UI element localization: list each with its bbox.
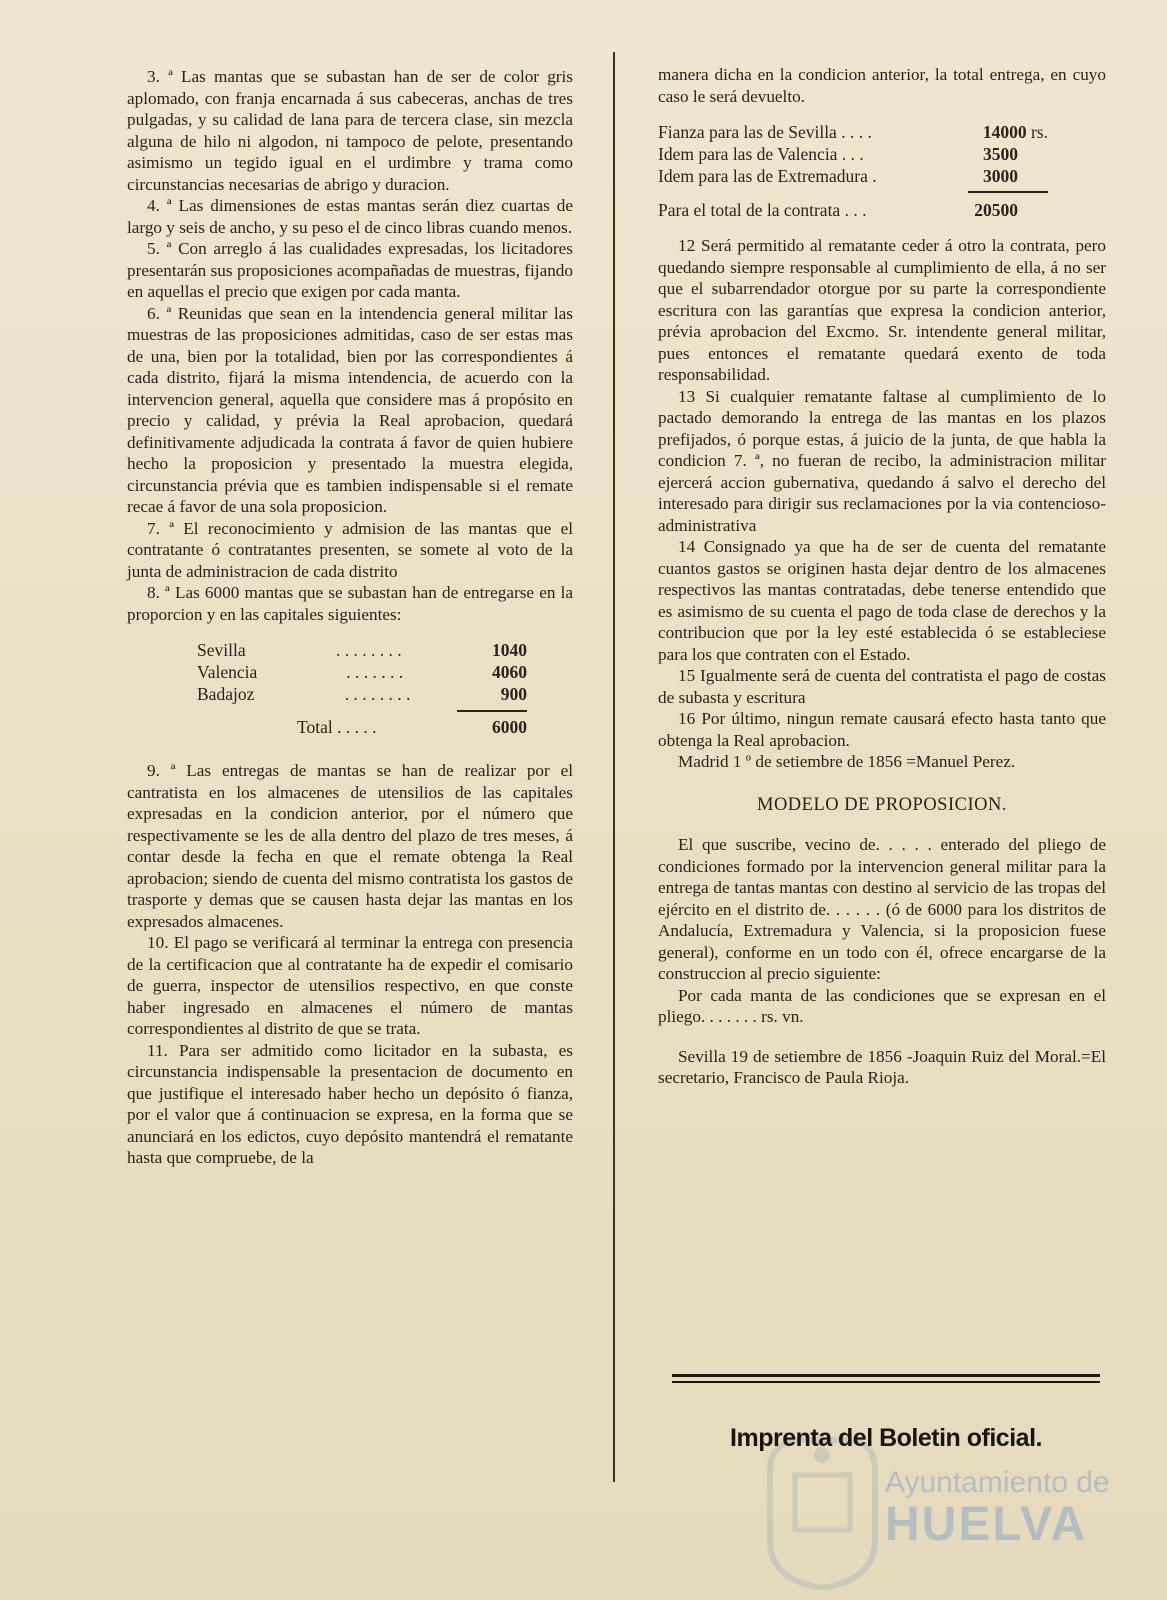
total-rule (457, 710, 527, 712)
deposit-value: 3500 (983, 144, 1018, 164)
location-value: 1040 (491, 640, 527, 660)
deposit-label: Idem para las de Extremadura (658, 166, 868, 186)
deposit-row: Idem para las de Valencia . . . 3500 (658, 144, 1018, 164)
deposit-row: Fianza para las de Sevilla . . . . 14000 rs. (658, 122, 1048, 142)
deposit-total: Para el total de la contrata . . . 20500 (658, 200, 1018, 220)
model-title: MODELO DE PROPOSICION. (757, 794, 1007, 815)
total-value: 6000 (492, 717, 527, 737)
condition-11: 11. Para ser admitido como licitador en la subasta, es circunstancia indispensable la presentacion de documento en que justifique el interesado haber hecho un depósito ó fianza, por el valor que á continuacion se expresa, en la forma que se anunciará en los edictos, cuyo depósito mantendrá el rematante hasta que compruebe, de la (127, 1040, 573, 1167)
condition-13: 13 Si cualquier rematante faltase al cumplimiento de lo pactado demorando la entrega de las mantas en los plazos prefijados, ó porque estas, á juicio de la junta, de que habla la condicion 7. ª, no fueran de recibo, la administracion militar ejercerá accion gubernativa, quedando á salvo el derecho del interesado para dirigir sus reclamaciones por la via contencioso-administrativa (658, 386, 1106, 535)
deposit-label: Fianza para las de Sevilla (658, 122, 837, 142)
location-value: 4060 (492, 662, 527, 682)
condition-12: 12 Será permitido al rematante ceder á otro la contrata, pero quedando siempre responsable al cumplimiento de ella, á no ser que el subarrendador otorgue por su parte la correspondiente escritura con las garantías que expresa la condicion anterior, prévia aprobacion del Excmo. Sr. intendente general militar, pues entonces el rematante quedará exento de toda responsabilidad. (658, 236, 1106, 384)
condition-8: 8. ª Las 6000 mantas que se subastan han de entregarse en la proporcion y en las capitales siguientes: (127, 583, 573, 624)
left-column (127, 66, 573, 1169)
deposit-table (658, 121, 1048, 221)
watermark-line-1: Ayuntamiento de (885, 1466, 1110, 1499)
condition-15: 15 Igualmente será de cuenta del contratista el pago de costas de subasta y escritura (658, 666, 1106, 707)
location-name: Badajoz (197, 684, 255, 704)
distribution-row: Sevilla . . . . . . . . 1040 (197, 640, 527, 660)
distribution-table (197, 639, 527, 738)
condition-5: 5. ª Con arreglo á las cualidades expresadas, los licitadores presentarán sus proposiciones acompañadas de muestras, fijando en aquellas el precio que exigen por cada manta. (127, 239, 573, 301)
condition-10: 10. El pago se verificará al terminar la entrega con presencia de la certificacion que al contratante ha de expedir el comisario de guerra, inspector de utensilios respectivo, en que conste haber ingresado en almacenes el número de mantas correspondientes al distrito de que se trata. (127, 933, 573, 1038)
location-value: 900 (500, 684, 527, 704)
watermark-text (885, 1466, 1110, 1550)
condition-11-continued: manera dicha en la condicion anterior, la total entrega, en cuyo caso le será devuelto. (658, 65, 1106, 106)
deposit-value: 14000 (982, 122, 1027, 142)
watermark-line-2: HUELVA (885, 1498, 1088, 1551)
deposit-total-rule (968, 191, 1048, 193)
model-paragraph: El que suscribe, vecino de. . . . . enterado del pliego de condiciones formado por la intervencion general militar para la entrega de tantas mantas con destino al servicio de las tropas del ejército en el distrito de. . . . . . (ó de 6000 para los distritos de Andalucía, Extremadura y Valencia, si la proposicion fuese general), conforme en un todo con él, ofrece encargarse de la construccion al precio siguiente: (658, 835, 1106, 983)
condition-16: 16 Por último, ningun remate causará efecto hasta tanto que obtenga la Real aprobacion. (658, 709, 1106, 750)
total-label: Total (297, 717, 333, 737)
condition-3: 3. ª Las mantas que se subastan han de ser de color gris aplomado, con franja encarnada á sus cabeceras, anchas de tres pulgadas, y su calidad de lana para de tercera clase, sin mezcla alguna de hilo ni algodon, ni tampoco de pelote, presentando asimismo un tegido igual en el urdimbre y trama como circunstancias necesarias de abrigo y duracion. (127, 67, 573, 194)
distribution-row: Badajoz . . . . . . . . 900 (197, 684, 527, 704)
model-price-line: Por cada manta de las condiciones que se expresan en el pliego. . . . . . . rs. vn. (658, 985, 1106, 1026)
distribution-total: Total . . . . . 6000 (297, 717, 527, 737)
printer-imprint: Imprenta del Boletin oficial. (730, 1424, 1042, 1452)
deposit-label: Idem para las de Valencia (658, 144, 838, 164)
right-column (658, 64, 1106, 1089)
deposit-row: Idem para las de Extremadura . 3000 (658, 166, 1018, 186)
condition-6: 6. ª Reunidas que sean en la intendencia general militar las muestras de las proposiciones admitidas, caso de ser estas mas de una, bien por la totalidad, bien por las correspondientes á cada distrito, fijará la misma intendencia, de acuerdo con la intervencion general, aquella que considere mas á propósito en precio y calidad, y prévia la Real aprobacion, quedará definitivamente adjudicada la contrata á favor de quien hubiere hecho la proposicion y presentado la muestra elegida, circunstancia prévia que es tambien indispensable si el remate recae á favor de una sola proposicion. (127, 303, 573, 516)
distribution-row: Valencia . . . . . . . 4060 (197, 662, 527, 682)
location-name: Valencia (197, 662, 258, 682)
condition-9: 9. ª Las entregas de mantas se han de realizar por el cantratista en los almacenes de utensilios de las capitales expresadas en la condicion anterior, por el número que respectivamente se les de alla dentro del plazo de tres meses, á contar desde la fecha en que el remate obtenga la Real aprobacion; siendo de cuenta del mismo contratista los gastos de trasporte y demas que se causen hasta dejar las mantas en los expresados almacenes. (127, 761, 573, 931)
double-rule (672, 1374, 1100, 1383)
condition-7: 7. ª El reconocimiento y admision de las mantas que el contratante ó contratantes presenten, se somete al voto de la junta de administracion de cada distrito (127, 518, 573, 581)
signature-line: Madrid 1 º de setiembre de 1856 =Manuel Perez. (678, 752, 1016, 771)
closing-signature: Sevilla 19 de setiembre de 1856 -Joaquin Ruiz del Moral.=El secretario, Francisco de Paula Rioja. (658, 1046, 1106, 1087)
condition-14: 14 Consignado ya que ha de ser de cuenta del rematante cuantos gastos se originen hasta dejar dentro de los almacenes respectivos las mantas contratadas, debe tenerse entendido que es asimismo de su cuenta el pago de toda clase de derechos y la contribucion que por la ley esté establecida ó se estableciese para los que contraten con el Estado. (658, 537, 1106, 664)
deposit-total-label: Para el total de la contrata (658, 200, 841, 220)
column-divider (613, 52, 615, 1482)
location-name: Sevilla (197, 640, 246, 660)
deposit-value: 3000 (983, 166, 1018, 186)
deposit-total-value: 20500 (974, 200, 1018, 220)
deposit-unit: rs. (1030, 122, 1048, 142)
condition-4: 4. ª Las dimensiones de estas mantas serán diez cuartas de largo y seis de ancho, y su peso el de cinco libras cuando menos. (127, 196, 573, 237)
